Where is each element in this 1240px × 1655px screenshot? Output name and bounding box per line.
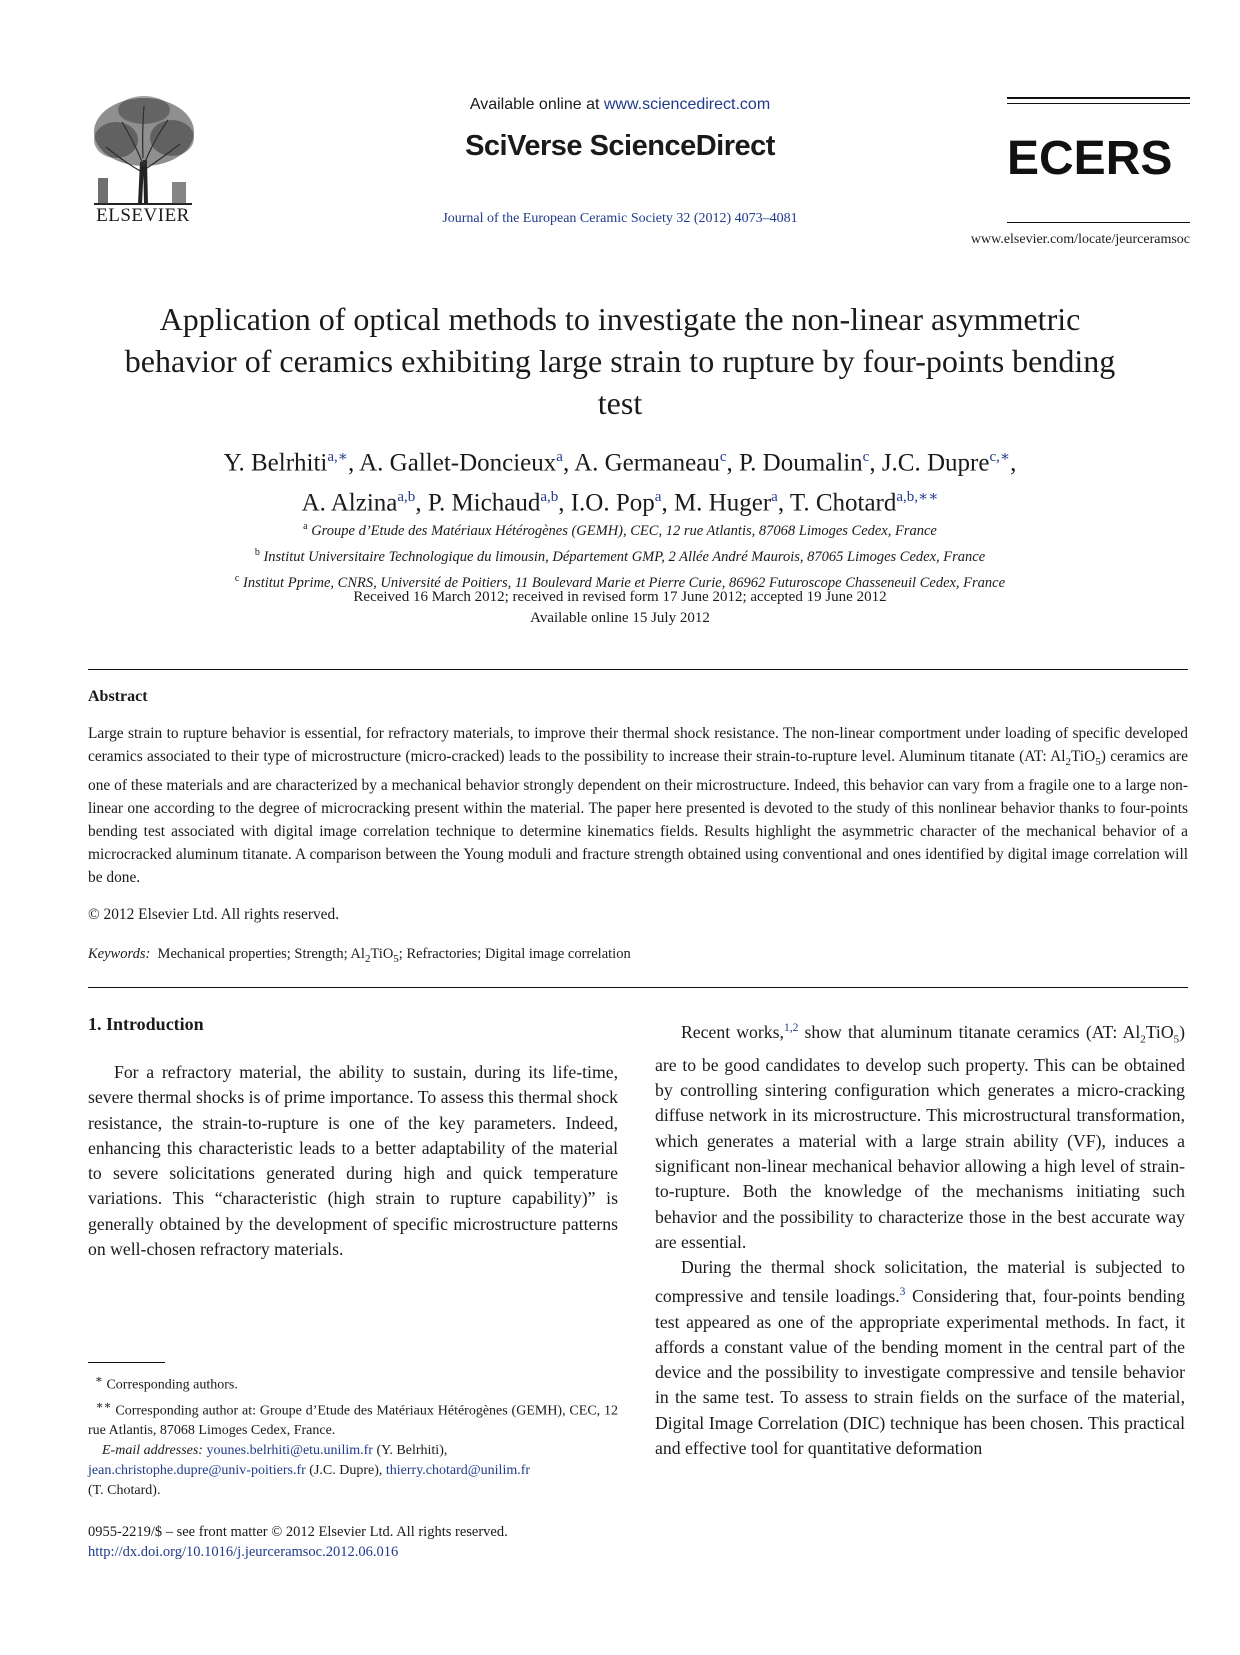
author-name: P. Michaud <box>427 489 541 517</box>
sciencedirect-link[interactable]: www.sciencedirect.com <box>603 96 771 113</box>
intro-right-column <box>655 1016 1185 1461</box>
front-matter <box>88 1522 508 1562</box>
author-list <box>100 440 1140 521</box>
journal-citation[interactable]: Journal of the European Ceramic Society 32 (2012) 4073–4081 <box>442 211 798 226</box>
keywords-label: Keywords: <box>88 946 151 962</box>
author-affiliation-mark[interactable]: a <box>771 489 778 506</box>
ecers-logo <box>1007 130 1190 182</box>
author-name: Y. Belrhiti <box>223 449 328 477</box>
author-name: M. Huger <box>673 489 772 517</box>
author-affiliation-mark[interactable]: a <box>654 489 662 506</box>
author-name: T. Chotard <box>789 489 897 517</box>
affiliation-a: $^a$ Groupe d’Etude des Matériaux Hétérogènes (GEMH), CEC, 12 rue Atlantis, 87068 Limoges Cedex, France <box>303 521 937 539</box>
author-separator: , <box>726 449 740 477</box>
author-name: A. Alzina <box>301 489 398 517</box>
abstract-copyright: © 2012 Elsevier Ltd. All rights reserved. <box>88 906 340 923</box>
author-separator: , <box>869 449 882 477</box>
author-separator: , <box>558 489 571 517</box>
citation-ref[interactable]: 1,2 <box>783 1022 799 1034</box>
intro-paragraph-1: For a refractory material, the ability to sustain, during its life-time, severe thermal shocks is of prime importance. To assess this thermal shock resistance, the strain-to-rupture is one of the key parameters. Indeed, enhancing this characteristic leads to a better adaptability of the material to severe solicitations generated during high and quick temperature variations. This “characteristic (high strain to rupture capability)” is generally obtained by the development of specific microstructure patterns on well-chosen refractory materials. <box>88 1062 618 1260</box>
author-name: P. Doumalin <box>739 449 863 477</box>
abstract-heading: Abstract <box>88 688 148 705</box>
abstract-top-rule <box>88 669 1188 670</box>
author-affiliation-mark[interactable]: c <box>719 449 727 465</box>
email-link[interactable]: younes.belrhiti@etu.unilim.fr <box>206 1443 373 1459</box>
author-name: J.C. Dupre <box>881 449 990 477</box>
available-prefix: Available online at <box>469 96 604 113</box>
author-affiliation-mark[interactable]: a,∗ <box>327 449 348 465</box>
publisher-name: ELSEVIER <box>96 205 190 226</box>
author-separator: , <box>777 489 790 517</box>
authors-line-2 <box>100 480 1140 520</box>
author-name: A. Gallet-Doncieux <box>359 449 557 477</box>
article-dates <box>100 587 1140 629</box>
header-rule-bottom <box>1007 222 1190 223</box>
intro-paragraph-2: Recent works,$^{1,2}$ show that aluminum titanate ceramics (AT: $Al_2TiO_5$) are to be good candidates to develop such property. This can be obtained by controlling sintering configuration which generates a micro-cracking diffuse network in its microstructure. This microstructural transformation, which generates a material with a large strain ability (VF), induces a significant non-linear mechanical behavior allowing a high level of strain-to-rupture. Both the knowledge of the mechanisms initiating such behavior and the possibility to characterize those in the best accurate way are essential. <box>655 1021 1185 1252</box>
doi-link[interactable]: http://dx.doi.org/10.1016/j.jeurceramsoc.2012.06.016 <box>88 1544 399 1560</box>
author-affiliation-mark[interactable]: a,b,∗∗ <box>896 489 939 506</box>
header-rule-thin <box>1007 103 1190 104</box>
author-name: I.O. Pop <box>570 489 655 517</box>
author-name: A. Germaneau <box>574 449 720 477</box>
email-link[interactable]: thierry.chotard@unilim.fr <box>385 1463 531 1479</box>
author-affiliation-mark[interactable]: c,∗ <box>989 449 1011 465</box>
received-dates: Received 16 March 2012; received in revised form 17 June 2012; accepted 19 June 2012 <box>353 589 887 605</box>
affiliation-b: $^b$ Institut Universitaire Technologique du limousin, Département GMP, 2 Allée André Maurois, 87065 Limoges Cedex, France <box>254 546 986 565</box>
keywords: Keywords: Mechanical properties; Strength; $Al_2TiO_5$; Refractories; Digital image correlation <box>88 946 631 965</box>
platform-name: SciVerse ScienceDirect <box>465 130 775 162</box>
author-affiliation-mark[interactable]: a <box>556 449 563 465</box>
journal-site-url[interactable]: www.elsevier.com/locate/jeurceramsoc <box>970 232 1190 247</box>
author-separator: , <box>661 489 674 517</box>
author-separator: , <box>1010 449 1017 477</box>
abstract-text: Large strain to rupture behavior is essential, for refractory materials, to improve their thermal shock resistance. The non-linear comportment under loading of specific developed ceramics associated to their type of microstructure (micro-cracked) leads to the possibility to increase their strain-to-rupture level. Aluminum titanate (AT: $Al_2TiO_5$) ceramics are one of these materials and are characterized by a mechanical behavior strongly dependent on their microstructure. Indeed, this behavior can vary from a fragile one to a large non-linear one according to the degree of microcracking present within the material. The paper here presented is devoted to the study of this nonlinear behavior thanks to four-points bending test associated with digital image correlation technique to determine kinematics fields. Results highlight the asymmetric character of the mechanical behavior of a microcracked aluminum titanate. A comparison between the Young moduli and fracture strength obtained using conventional and ones identified by digital image correlation will be done. <box>88 725 1188 887</box>
author-affiliation-mark[interactable]: a,b <box>540 489 559 506</box>
author-separator: , <box>562 449 575 477</box>
section-heading-introduction: 1. Introduction <box>88 1014 204 1034</box>
author-affiliation-mark[interactable]: c <box>862 449 870 465</box>
footnote-1: ∗ Corresponding authors. <box>95 1373 238 1393</box>
affiliations <box>100 516 1140 593</box>
abstract-bottom-rule <box>88 987 1188 988</box>
footnotes <box>88 1370 618 1501</box>
intro-paragraph-3: During the thermal shock solicitation, the material is subjected to compressive and tensile loadings.$^3$ Considering that, four-points bending test appeared as one of the appropriate experimental methods. In fact, it affords a constant value of the bending moment in the central part of the device and the possibility to investigate compressive and tensile behavior in the same test. To assess to strain fields on the surface of the material, Digital Image Correlation (DIC) technique has been chosen. This practical and effective tool for quantitative deformation <box>655 1257 1185 1459</box>
footnote-emails: E-mail addresses: younes.belrhiti@etu.unilim.fr (Y. Belrhiti), jean.christophe.dupre@univ-poitiers.fr (J.C. Dupre), thierry.chotard@unilim.fr (T. Chotard). <box>88 1443 531 1499</box>
front-matter-copyright: 0955-2219/$ – see front matter © 2012 Elsevier Ltd. All rights reserved. <box>88 1524 508 1540</box>
citation-ref[interactable]: 3 <box>899 1286 906 1299</box>
intro-left-column <box>88 1060 618 1262</box>
ecers-logo-text: ECERS <box>1007 132 1173 182</box>
affiliation-c: $^c$ Institut Pprime, CNRS, Université de Poitiers, 11 Boulevard Marie et Pierre Curie, 86962 Futuroscope Chasseneuil Cedex, France <box>234 572 1006 591</box>
article-title: Application of optical methods to investigate the non-linear asymmetric behavior of ceramics exhibiting large strain to rupture by four-points bending test <box>124 301 1116 421</box>
author-affiliation-mark[interactable]: a,b <box>397 489 416 506</box>
footnote-rule <box>88 1362 165 1363</box>
available-online-date: Available online 15 July 2012 <box>530 610 710 626</box>
email-link[interactable]: jean.christophe.dupre@univ-poitiers.fr <box>88 1463 306 1479</box>
header-rule <box>1007 97 1190 99</box>
authors-line-1 <box>100 440 1140 480</box>
footnote-2: ∗∗ Corresponding author at: Groupe d’Etude des Matériaux Hétérogènes (GEMH), CEC, 12 rue Atlantis, 87068 Limoges Cedex, France. <box>88 1398 619 1439</box>
author-separator: , <box>348 449 360 477</box>
author-separator: , <box>415 489 428 517</box>
